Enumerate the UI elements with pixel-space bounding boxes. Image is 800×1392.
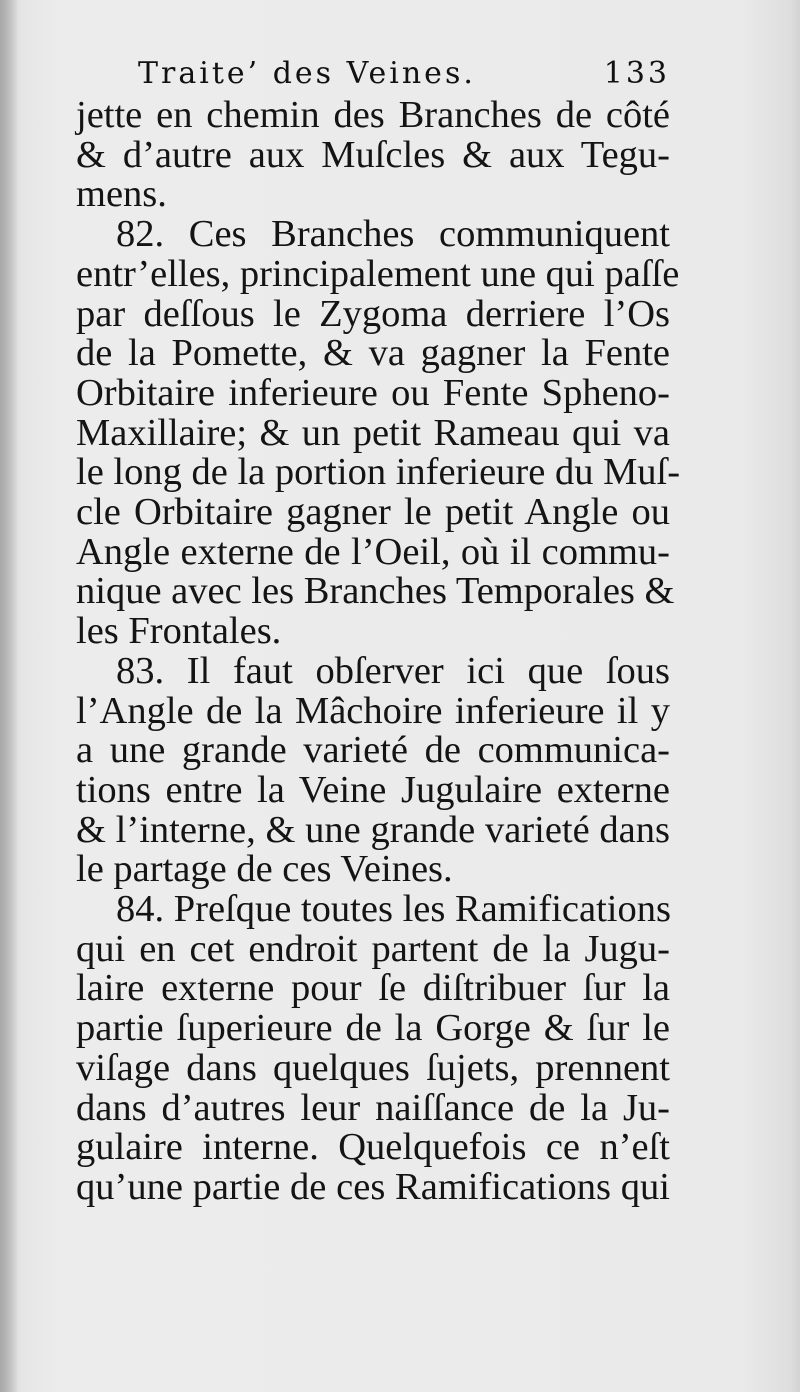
text-line: le long de la portion inferieure du Muſ- [76, 451, 681, 494]
text-line: entr’elles, principalement une qui paſſe [76, 252, 680, 295]
text-line: & l’interne, & une grande varieté dans [76, 808, 670, 851]
text-line: nique avec les Branches Temporales & [76, 570, 675, 613]
text-line: l’Angle de la Mâchoire inferieure il y [76, 689, 670, 732]
text-line: 82. Ces Branches communiquent [116, 213, 670, 256]
text-line: Orbitaire inferieure ou Fente Spheno- [76, 371, 670, 414]
text-line: les Frontales. [76, 610, 282, 653]
text-line: gulaire interne. Quelquefois ce n’eſt [76, 1126, 670, 1169]
text-line: le partage de ces Veines. [76, 848, 453, 891]
page-number: 133 [603, 56, 670, 91]
text-line: jette en chemin des Branches de côté [76, 94, 670, 136]
running-title: Traite’ des Veines. [138, 56, 476, 91]
body-text [76, 94, 681, 1208]
text-line: qui en cet endroit partent de la Jugu- [76, 927, 670, 970]
text-line: qu’une partie de ces Ramifications qui [76, 1165, 670, 1208]
text-line: viſage dans quelques ſujets, prennent [76, 1046, 670, 1089]
running-header [138, 56, 678, 91]
text-line: & d’autre aux Muſcles & aux Tegu- [76, 133, 670, 176]
text-line: 84. Preſque toutes les Ramifications [116, 888, 671, 931]
text-line: Maxillaire; & un petit Rameau qui va [76, 411, 670, 454]
text-line: par deſſous le Zygoma derriere l’Os [76, 292, 670, 335]
text-line: cle Orbitaire gagner le petit Angle ou [76, 491, 670, 534]
text-line: laire externe pour ſe diſtribuer ſur la [76, 967, 670, 1010]
text-line: a une grande varieté de communica- [76, 729, 670, 772]
text-line: Angle externe de l’Oeil, où il commu- [76, 530, 670, 573]
text-line: dans d’autres leur naiſſance de la Ju- [76, 1086, 670, 1129]
text-line: tions entre la Veine Jugulaire externe [76, 768, 670, 811]
text-line: de la Pomette, & va gagner la Fente [76, 332, 670, 375]
gutter-shadow [0, 0, 18, 1392]
text-line: partie ſuperieure de la Gorge & ſur le [76, 1007, 670, 1050]
text-line: mens. [76, 173, 167, 216]
text-line: 83. Il faut obſerver ici que ſous [116, 649, 670, 692]
